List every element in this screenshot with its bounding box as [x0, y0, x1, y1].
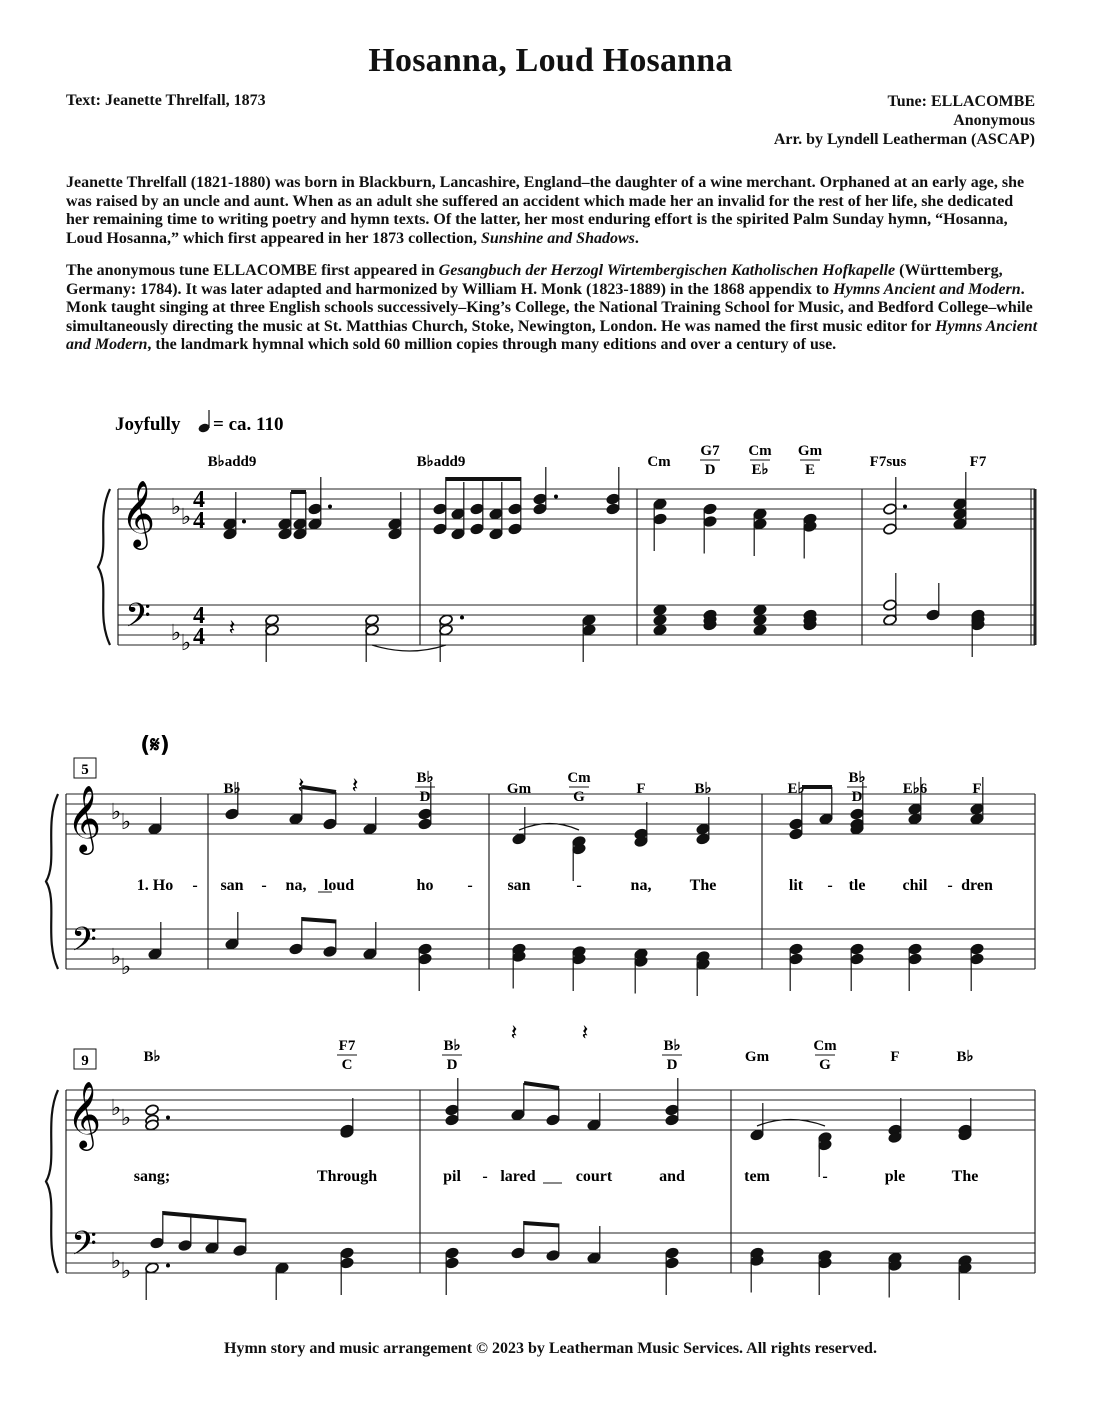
- notehead: [546, 1249, 561, 1262]
- chord-symbol: F: [890, 1049, 900, 1065]
- chord-symbol: Gm: [797, 443, 823, 459]
- notehead: [970, 813, 985, 826]
- lyric-syllable: -: [576, 877, 582, 894]
- lyric-syllable: court: [575, 1168, 613, 1185]
- notehead: [850, 943, 865, 956]
- notehead: [323, 818, 338, 831]
- notehead: [908, 813, 923, 826]
- lyric-syllable: -: [822, 1168, 828, 1185]
- notehead: [439, 614, 454, 627]
- notehead: [433, 503, 448, 516]
- chord-symbol: Cm: [647, 454, 671, 470]
- key-signature-flat-icon: ♭: [170, 621, 182, 646]
- notehead: [148, 823, 163, 836]
- notehead: [753, 604, 768, 617]
- chord-symbol: D: [851, 789, 863, 805]
- notehead: [533, 503, 548, 516]
- quarter-rest-icon: 𝄽: [297, 774, 305, 799]
- chord-symbol: F7sus: [869, 454, 907, 470]
- augmentation-dot: [903, 505, 907, 509]
- notehead: [150, 1237, 165, 1250]
- notehead: [278, 528, 293, 541]
- grand-staff-brace: [98, 489, 110, 645]
- lyric-syllable: -: [261, 877, 267, 894]
- chord-symbol: F7: [969, 454, 987, 470]
- quarter-rest-icon: 𝄽: [510, 1021, 518, 1046]
- text-credit: Text: Jeanette Threlfall, 1873: [66, 92, 266, 109]
- notehead: [908, 803, 923, 816]
- notehead: [289, 813, 304, 826]
- augmentation-dot: [166, 1264, 170, 1268]
- chord-symbol: D: [666, 1057, 678, 1073]
- notehead: [606, 503, 621, 516]
- lyric-syllable: chil: [902, 877, 928, 894]
- measure-number: 5: [81, 762, 89, 778]
- chord-symbol: B♭: [143, 1049, 161, 1065]
- notehead: [470, 523, 485, 536]
- augmentation-dot: [166, 1116, 170, 1120]
- notehead: [850, 808, 865, 821]
- notehead: [789, 943, 804, 956]
- tie: [372, 645, 446, 651]
- lyric-syllable: dren: [961, 877, 993, 894]
- time-signature-bottom: 4: [193, 624, 205, 650]
- notehead: [293, 518, 308, 531]
- notehead: [653, 604, 668, 617]
- key-signature-flat-icon: ♭: [170, 495, 182, 520]
- lyric-syllable: pil: [443, 1168, 461, 1185]
- key-signature-flat-icon: ♭: [180, 505, 192, 530]
- augmentation-dot: [554, 495, 558, 499]
- lyric-syllable: -: [827, 877, 833, 894]
- lyric-syllable: -: [482, 1168, 488, 1185]
- lyric-syllable: and: [659, 1168, 685, 1185]
- notehead: [340, 1247, 355, 1260]
- chord-symbol: D: [446, 1057, 458, 1073]
- lyric-syllable: sang;: [133, 1168, 171, 1185]
- chord-symbol: E♭: [751, 462, 769, 478]
- lyric-syllable: tem: [744, 1168, 770, 1185]
- chord-symbol: E♭6: [902, 781, 928, 797]
- quarter-rest-icon: 𝄽: [581, 1021, 589, 1046]
- notehead: [508, 523, 523, 536]
- lyric-syllable: 1. Ho: [136, 877, 174, 894]
- key-signature-flat-icon: ♭: [110, 800, 122, 825]
- treble-clef-icon: 𝄞: [120, 479, 156, 547]
- augmentation-dot: [242, 520, 246, 524]
- time-signature-top: 4: [193, 603, 205, 629]
- tempo-value: = ca. 110: [213, 414, 284, 435]
- notehead: [470, 503, 485, 516]
- notehead: [205, 1242, 220, 1255]
- notehead: [445, 1104, 460, 1117]
- notehead: [489, 508, 504, 521]
- key-signature-flat-icon: ♭: [110, 1096, 122, 1121]
- tempo-marking: Joyfully: [115, 414, 181, 435]
- notehead: [223, 518, 238, 531]
- notehead: [850, 953, 865, 966]
- notehead: [365, 614, 380, 627]
- chord-symbol: B♭: [694, 781, 712, 797]
- key-signature-flat-icon: ♭: [120, 1106, 132, 1131]
- notehead: [289, 943, 304, 956]
- lyric-syllable: The: [689, 877, 717, 894]
- chord-symbol: F: [972, 781, 982, 797]
- notehead: [883, 614, 898, 627]
- chord-symbol: F7: [338, 1038, 356, 1054]
- notehead: [653, 614, 668, 627]
- augmentation-dot: [460, 616, 464, 620]
- bass-clef-icon: 𝄢: [71, 1225, 97, 1271]
- chord-symbol: B♭add9: [416, 454, 466, 470]
- notehead: [451, 528, 466, 541]
- bass-clef-icon: 𝄢: [71, 921, 97, 967]
- notehead: [439, 624, 454, 637]
- notehead: [308, 518, 323, 531]
- notehead: [908, 953, 923, 966]
- segno-sign: (𝄋): [140, 733, 170, 758]
- notehead: [665, 1247, 680, 1260]
- notehead: [703, 515, 718, 528]
- lyric-syllable: na,: [285, 877, 307, 894]
- arranger: Arr. by Lyndell Leatherman (ASCAP): [773, 131, 1035, 148]
- notehead: [363, 948, 378, 961]
- chord-symbol: G: [573, 789, 585, 805]
- lyric-syllable: san: [507, 877, 531, 894]
- notehead: [653, 624, 668, 637]
- chord-symbol: C: [341, 1057, 353, 1073]
- chord-symbol: Cm: [748, 443, 772, 459]
- notehead: [323, 945, 338, 958]
- notehead: [753, 508, 768, 521]
- chord-symbol: D: [419, 789, 431, 805]
- time-signature-bottom: 4: [193, 508, 205, 534]
- notehead: [388, 518, 403, 531]
- chord-symbol: F: [636, 781, 646, 797]
- measure-number: 9: [81, 1053, 89, 1069]
- story-paragraph-2: The anonymous tune ELLACOMBE first appeared in Gesangbuch der Herzogl Wirtembergischen Katholischen Hofkapelle (Württemberg, Germany: 1784). It was later adapted and harmonized by William H. Monk (1823-1889) in the 1868 appendix to Hymns Ancient and Modern. Monk taught singing at three English schools successively–King’s College, the National Training School for Music, and Bedford College–while simultaneously directing the music at St. Matthias Church, Stoke, Newington, London. He was named the first music editor for Hymns Ancient and Modern, the landmark hymnal which sold 60 million copies through many editions and over a century of use.: [66, 262, 1038, 353]
- notehead: [587, 1119, 602, 1132]
- notehead: [278, 518, 293, 531]
- notehead: [293, 528, 308, 541]
- notehead: [145, 1104, 160, 1117]
- notehead: [970, 953, 985, 966]
- notehead: [418, 808, 433, 821]
- notehead: [233, 1244, 248, 1257]
- notehead: [508, 503, 523, 516]
- lyric-syllable: san: [220, 877, 244, 894]
- notehead: [512, 833, 527, 846]
- notehead: [145, 1262, 160, 1275]
- notehead: [582, 624, 597, 637]
- lyric-syllable: ho: [416, 877, 434, 894]
- notehead: [789, 828, 804, 841]
- lyric-syllable: -: [947, 877, 953, 894]
- composer: Anonymous: [953, 112, 1035, 129]
- chord-symbol: B♭add9: [207, 454, 257, 470]
- notehead: [418, 818, 433, 831]
- notehead: [445, 1114, 460, 1127]
- notehead: [225, 808, 240, 821]
- chord-symbol: G: [819, 1057, 831, 1073]
- notehead: [308, 503, 323, 516]
- notehead: [970, 803, 985, 816]
- notehead: [653, 513, 668, 526]
- notehead: [489, 528, 504, 541]
- notehead: [665, 1114, 680, 1127]
- copyright-footer: Hymn story and music arrangement © 2023 by Leatherman Music Services. All rights reserved.: [224, 1340, 877, 1357]
- notehead: [696, 833, 711, 846]
- notehead: [418, 943, 433, 956]
- key-signature-flat-icon: ♭: [110, 945, 122, 970]
- quarter-rest-icon: 𝄽: [228, 616, 236, 641]
- chord-symbol: Cm: [813, 1038, 837, 1054]
- notehead: [789, 953, 804, 966]
- notehead: [753, 614, 768, 627]
- notehead: [225, 938, 240, 951]
- bass-clef-icon: 𝄢: [125, 597, 151, 643]
- chord-symbol: Gm: [744, 1049, 770, 1065]
- chord-symbol: Cm: [567, 770, 591, 786]
- tune-name: Tune: ELLACOMBE: [887, 93, 1035, 110]
- augmentation-dot: [328, 505, 332, 509]
- time-signature-top: 4: [193, 487, 205, 513]
- beam: [302, 919, 336, 922]
- beam: [302, 787, 336, 792]
- notehead: [665, 1257, 680, 1270]
- notehead: [883, 523, 898, 536]
- grand-staff-brace: [46, 1090, 58, 1273]
- key-signature-flat-icon: ♭: [120, 810, 132, 835]
- grand-staff-brace: [46, 794, 58, 969]
- notehead: [363, 823, 378, 836]
- notehead: [388, 528, 403, 541]
- treble-clef-icon: 𝄞: [66, 784, 102, 852]
- treble-clef-icon: 𝄞: [66, 1080, 102, 1148]
- notehead: [433, 523, 448, 536]
- notehead: [665, 1104, 680, 1117]
- lyric-syllable: -: [192, 877, 198, 894]
- chord-symbol: B♭: [443, 1038, 461, 1054]
- notehead: [587, 1252, 602, 1265]
- notehead: [953, 498, 968, 511]
- notehead: [750, 1129, 765, 1142]
- chord-symbol: B♭: [416, 770, 434, 786]
- notehead: [546, 1114, 561, 1127]
- lyric-syllable: lit: [788, 877, 804, 894]
- notehead: [533, 493, 548, 506]
- page-title: Hosanna, Loud Hosanna: [368, 42, 733, 79]
- chord-symbol: B♭: [848, 770, 866, 786]
- beam: [163, 1213, 246, 1221]
- notehead: [789, 818, 804, 831]
- beam: [524, 1083, 559, 1088]
- notehead: [953, 518, 968, 531]
- key-signature-flat-icon: ♭: [120, 1259, 132, 1284]
- chord-symbol: D: [704, 462, 716, 478]
- notehead: [753, 518, 768, 531]
- chord-symbol: E♭: [787, 781, 805, 797]
- notehead: [340, 1257, 355, 1270]
- key-signature-flat-icon: ♭: [110, 1249, 122, 1274]
- lyric-syllable: ple: [884, 1168, 906, 1185]
- notehead: [265, 624, 280, 637]
- lyric-syllable: -: [467, 877, 473, 894]
- notehead: [753, 624, 768, 637]
- chord-symbol: B♭: [956, 1049, 974, 1065]
- lyric-syllable: tle: [848, 877, 866, 894]
- notehead: [953, 508, 968, 521]
- lyric-syllable: Through: [316, 1168, 378, 1185]
- notehead: [883, 599, 898, 612]
- notehead: [908, 943, 923, 956]
- notehead: [148, 948, 163, 961]
- notehead: [178, 1239, 193, 1252]
- chord-symbol: G7: [700, 443, 720, 459]
- notehead: [451, 508, 466, 521]
- notehead: [819, 813, 834, 826]
- notehead: [265, 614, 280, 627]
- lyric-syllable: The: [951, 1168, 979, 1185]
- chord-symbol: E: [804, 462, 816, 478]
- notehead: [418, 953, 433, 966]
- key-signature-flat-icon: ♭: [120, 955, 132, 980]
- notehead: [365, 624, 380, 637]
- lyric-syllable: na,: [630, 877, 652, 894]
- chord-symbol: B♭: [663, 1038, 681, 1054]
- notehead: [582, 614, 597, 627]
- chord-symbol: B♭: [223, 781, 241, 797]
- notehead: [606, 493, 621, 506]
- lyric-syllable: lared: [500, 1168, 536, 1185]
- quarter-rest-icon: 𝄽: [351, 774, 359, 799]
- notehead: [445, 1247, 460, 1260]
- notehead: [926, 609, 941, 622]
- chord-symbol: Gm: [506, 781, 532, 797]
- notehead: [653, 498, 668, 511]
- notehead: [275, 1262, 290, 1275]
- notehead: [511, 1109, 526, 1122]
- notehead: [883, 503, 898, 516]
- lyric-syllable: loud: [323, 877, 355, 894]
- notehead: [703, 503, 718, 516]
- notehead: [511, 1247, 526, 1260]
- beam: [524, 1223, 559, 1226]
- key-signature-flat-icon: ♭: [180, 631, 192, 656]
- story-paragraph-1: Jeanette Threlfall (1821-1880) was born in Blackburn, Lancashire, England–the daughter of a wine merchant. Orphaned at an early age, she was raised by an uncle and aunt. When as an adult she suffered an accident which made her an invalid for the rest of her life, she dedicated her remaining time to writing poetry and hymn texts. Of the latter, her most enduring effort is the spirited Palm Sunday hymn, “Hosanna, Loud Hosanna,” which first appeared in her 1873 collection, Sunshine and Shadows.: [66, 174, 1025, 247]
- notehead: [223, 528, 238, 541]
- notehead: [970, 943, 985, 956]
- notehead: [696, 823, 711, 836]
- notehead: [445, 1257, 460, 1270]
